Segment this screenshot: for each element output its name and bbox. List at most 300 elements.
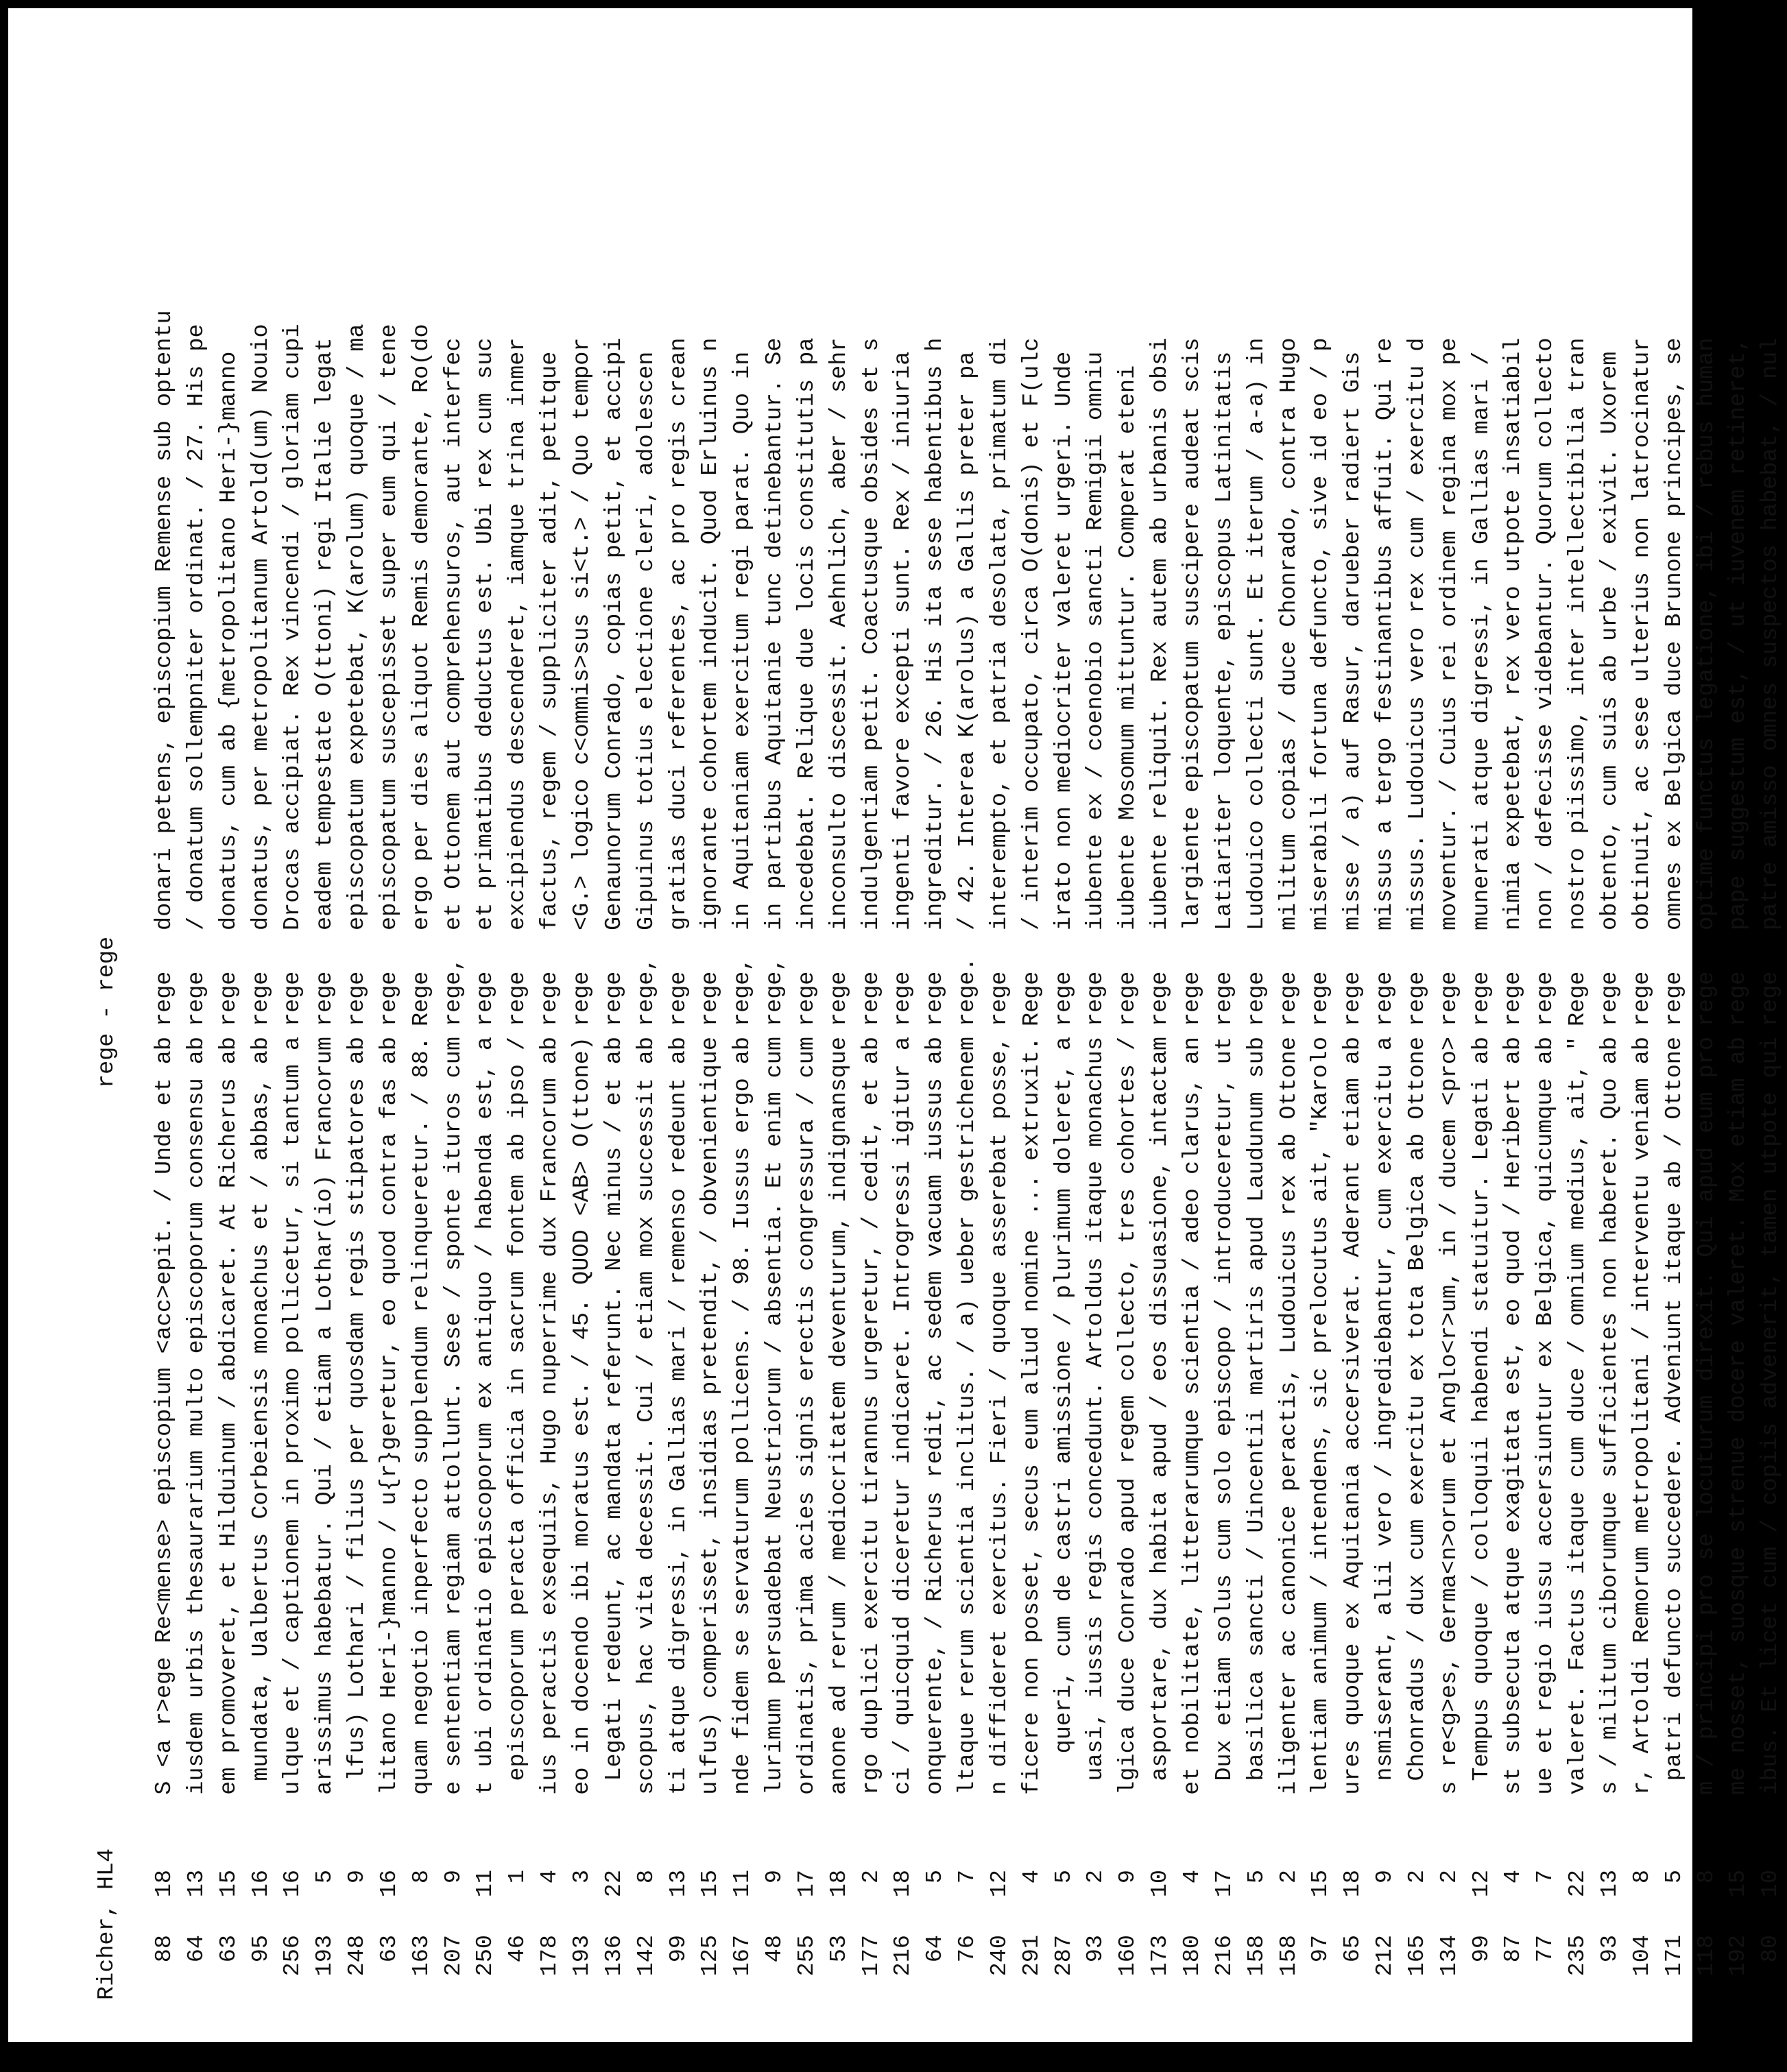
left-context: anone ad rerum / mediocritatem deventurum, indignansque [826,1037,852,1795]
concordance-row [1080,25,1112,2000]
concordance-row [1723,25,1755,2000]
keyword: rege [1051,971,1077,1026]
concordance-row [1594,25,1627,2000]
left-context: ulfus) comperisset, insidias pretendit, / obvenientique [697,1037,724,1795]
left-context: ulque et / captionem in proximo pollicetur, si tantum a [280,1037,307,1795]
scanned-page [8,8,1784,2042]
right-context: largiente episcopatum suscipere audeat scis [1179,337,1206,930]
keyword: rege [1308,971,1334,1026]
left-context: s re<g>es, Germa<n>orum et Anglo<r>um, in / ducem <pro> [1436,1037,1463,1795]
row-line-number: 13 [183,1870,210,1898]
concordance-lines [149,25,1787,2000]
row-page-number: 216 [890,1935,917,1977]
left-context: ltaque rerum scientia inclitus. / a) ueber gestrichenem [955,1037,981,1795]
row-line-number: 18 [890,1870,917,1898]
row-page-number: 88 [152,1935,178,1963]
keyword: rege, [440,957,467,1026]
left-context: asportare, dux habita apud / eos dissuasione, intactam [1147,1037,1174,1781]
row-line-number: 2 [1083,1870,1110,1884]
left-context: lgica duce Conrado apud regem collecto, tres cohortes / [1115,1037,1142,1795]
row-line-number: 1 [505,1870,531,1884]
row-line-number: 2 [858,1870,885,1884]
keyword: rege [183,971,210,1026]
keyword: rege, [633,957,660,1026]
keyword: rege [1275,971,1302,1026]
row-page-number: 142 [633,1935,660,1977]
right-context: incedebat. Relique due locis constitutis pa [793,337,820,930]
left-context: n diffideret exercitus. Fieri / quoque asserebat posse, [986,1037,1013,1795]
right-context: factus, regem / suppliciter adit, petitque [537,351,564,930]
left-context: Legati redeunt, ac mandata referunt. Nec minus / et ab [601,1037,627,1781]
keyword: rege [922,971,949,1026]
row-page-number: 173 [1147,1935,1174,1977]
concordance-row [502,25,534,2000]
concordance-row [1305,25,1337,2000]
right-context: missus a tergo festinantibus affuit. Qui re [1372,337,1399,930]
right-context: donari petens, episcopium Remense sub optentu [152,310,178,930]
keyword: Rege [1565,971,1592,1026]
left-context: uasi, iussis regis concedunt. Artoldus itaque monachus [1083,1037,1110,1781]
concordance-row [856,25,888,2000]
left-context: eo in docendo ibi moratus est. / 45. QUOD <AB> O(ttone) [568,1037,595,1795]
row-line-number: 5 [922,1870,949,1884]
left-context: em promoveret, et Hilduinum / abdicaret. At Richerus ab [215,1037,242,1795]
keyword: rege [472,971,499,1026]
right-context: in partibus Aquitanie tunc detinebantur. Se [762,337,789,930]
row-page-number: 64 [922,1935,949,1963]
keyword: rege, [762,957,789,1026]
left-context: iusdem urbis thesaurarium multo episcoporum consensu ab [183,1037,210,1795]
left-context: e sententiam regiam attollunt. Sese / sponte ituros cum [440,1037,467,1795]
left-context: me nosset, suosque strenue docere valeret. Mox etiam ab [1725,1037,1752,1795]
concordance-row [341,25,374,2000]
right-context: Latiariter loquente, episcopus Latinitatis [1211,351,1238,930]
keyword: rege [890,971,917,1026]
row-page-number: 171 [1661,1935,1688,1977]
left-context: nsmiserant, alii vero / ingrediebantur, cum exercitu a [1372,1037,1399,1781]
right-context: et primatibus deductus est. Ubi rex cum suc [472,337,499,930]
row-line-number: 16 [376,1870,403,1898]
right-context: et Ottonem aut comprehensuros, aut interfec [440,337,467,930]
concordance-row [309,25,341,2000]
right-context: non / defecisse videbantur. Quorum collecto [1533,337,1559,930]
row-page-number: 48 [762,1935,789,1963]
left-context: ibus. Et licet cum / copiis advenerit, tamen utpote qui [1758,1037,1784,1795]
concordance-row [663,25,695,2000]
concordance-row [438,25,470,2000]
concordance-row [1691,25,1723,2000]
concordance-row [149,25,181,2000]
row-line-number: 7 [955,1870,981,1884]
left-context: s / militum ciborumque sufficientes non haberet. Quo ab [1596,1037,1623,1795]
row-page-number: 93 [1596,1935,1623,1963]
row-page-number: 99 [1468,1935,1495,1963]
concordance-row [1177,25,1209,2000]
row-line-number: 2 [1275,1870,1302,1884]
row-page-number: 136 [601,1935,627,1977]
right-context: indulgentiam petit. Coactusque obsides et s [858,337,885,930]
concordance-row [1627,25,1659,2000]
row-page-number: 180 [1179,1935,1206,1977]
keyword: rege [1147,971,1174,1026]
keyword: rege [1372,971,1399,1026]
left-context: r, Artoldi Remorum metropolitani / interventu veniam ab [1629,1037,1655,1795]
left-context: ue et regio iussu accersiuntur ex Belgica, quicumque ab [1533,1037,1559,1795]
row-line-number: 5 [312,1870,339,1884]
row-page-number: 235 [1565,1935,1592,1977]
left-context: ures quoque ex Aquitania accersiverat. Aderant etiam ab [1340,1037,1367,1795]
keyword: rege [826,971,852,1026]
row-line-number: 16 [248,1870,274,1898]
keyword-range: rege - rege [94,936,120,1088]
row-line-number: 5 [1661,1870,1688,1884]
concordance-row [1498,25,1530,2000]
left-context: S <a r>ege Re<mense> episcopium <acc>epit. / Unde et ab [152,1037,178,1795]
keyword: rege [858,971,885,1026]
left-context: rgo duplici exercitu tirannus urgeretur, / cedit, et ab [858,1037,885,1795]
right-context: <G.> logico c<ommis>sus si<t.> / Quo tempor [568,337,595,930]
keyword: rege [793,971,820,1026]
keyword: rege [1758,971,1784,1026]
right-context: ingenti favore excepti sunt. Rex / iniuria [890,351,917,930]
keyword: rege [1179,971,1206,1026]
row-page-number: 287 [1051,1935,1077,1977]
row-line-number: 9 [440,1870,467,1884]
row-page-number: 125 [697,1935,724,1977]
concordance-row [534,25,566,2000]
row-page-number: 256 [280,1935,307,1977]
row-page-number: 77 [1533,1935,1559,1963]
row-page-number: 95 [248,1935,274,1963]
left-context: episcoporum peracta officia in sacrum fontem ab ipso / [505,1037,531,1781]
right-context: militum copias / duce Chonrado, contra Hugo [1275,337,1302,930]
row-page-number: 76 [955,1935,981,1963]
row-line-number: 4 [1179,1870,1206,1884]
left-context: m / principi pro se locuturum direxit. Qui apud eum pro [1693,1037,1720,1795]
row-line-number: 11 [730,1870,756,1898]
row-line-number: 5 [1051,1870,1077,1884]
row-line-number: 7 [1533,1870,1559,1884]
row-page-number: 97 [1308,1935,1334,1963]
keyword: rege [1500,971,1527,1026]
left-context: mundata, Ualbertus Corbeiensis monachus et / abbas, ab [248,1037,274,1781]
page-header [94,39,121,2000]
right-context: inconsulto discessit. Aehnlich, aber / sehr [826,337,852,930]
keyword: rege [601,971,627,1026]
concordance-row [695,25,727,2000]
right-context: munerati atque digressi, in Gallias mari / [1468,351,1495,930]
row-page-number: 80 [1758,1935,1784,1963]
row-page-number: 193 [312,1935,339,1977]
row-line-number: 9 [762,1870,789,1884]
row-page-number: 163 [408,1935,435,1977]
keyword: rege [1693,971,1720,1026]
row-line-number: 2 [1404,1870,1430,1884]
concordance-row [631,25,663,2000]
keyword: rege [152,971,178,1026]
row-line-number: 15 [697,1870,724,1898]
keyword: rege [986,971,1013,1026]
keyword: rege [1725,971,1752,1026]
left-context: Dux etiam solus cum solo episcopo / introduceretur, ut [1211,1037,1238,1781]
row-page-number: 118 [1693,1935,1720,1977]
row-page-number: 53 [826,1935,852,1963]
keyword: rege [312,971,339,1026]
keyword: rege [280,971,307,1026]
row-page-number: 63 [376,1935,403,1963]
row-line-number: 15 [1725,1870,1752,1898]
row-page-number: 158 [1275,1935,1302,1977]
row-line-number: 22 [601,1870,627,1898]
row-page-number: 65 [1340,1935,1367,1963]
left-context: st subsecuta atque exagitata est, eo quod / Heribert ab [1500,1037,1527,1795]
row-page-number: 248 [344,1935,371,1977]
row-page-number: 240 [986,1935,1013,1977]
right-context: obtinuit, ac sese ulterius non latrocinatur [1629,337,1655,930]
row-line-number: 11 [472,1870,499,1898]
right-context: interempto, et patria desolata, primatum di [986,337,1013,930]
concordance-row [1562,25,1594,2000]
keyword: rege [376,971,403,1026]
right-context: ignorante cohortem inducit. Quod Erluinus n [697,337,724,930]
keyword: rege [537,971,564,1026]
row-line-number: 18 [1340,1870,1367,1898]
keyword: rege [344,971,371,1026]
right-context: Genaunorum Conrado, copias petit, et accipi [601,337,627,930]
row-page-number: 160 [1115,1935,1142,1977]
left-context: iligenter ac canonice peractis, Ludouicus rex ab Ottone [1275,1037,1302,1795]
right-context: excipiendus descenderet, iamque trina inmer [505,337,531,930]
concordance-row [727,25,759,2000]
row-line-number: 10 [1758,1870,1784,1898]
left-context: lentiam animum / intendens, sic prelocutus ait, "Karolo [1308,1037,1334,1795]
keyword: rege [1533,971,1559,1026]
row-line-number: 8 [1693,1870,1720,1884]
left-context: Chonradus / dux cum exercitu ex tota Belgica ab Ottone [1404,1037,1430,1781]
concordance-row [566,25,599,2000]
left-context: et nobilitate, litterarumque scientia / adeo clarus, an [1179,1037,1206,1795]
keyword: rege [1436,971,1463,1026]
right-context: Ludouico collecti sunt. Et iterum / a-a) in [1243,337,1270,930]
concordance-page [8,8,1784,2024]
row-page-number: 104 [1629,1935,1655,1977]
row-line-number: 12 [986,1870,1013,1898]
keyword: rege [665,971,692,1026]
row-line-number: 8 [408,1870,435,1884]
left-context: litano Heri-}manno / u{r}geretur, eo quod contra fas ab [376,1037,403,1795]
row-page-number: 291 [1018,1935,1045,1977]
concordance-row [470,25,502,2000]
row-page-number: 46 [505,1935,531,1963]
concordance-row [759,25,791,2000]
row-line-number: 13 [1596,1870,1623,1898]
right-context: episcopatum suscepisset super eum qui / tene [376,324,403,930]
concordance-row [406,25,438,2000]
left-context: ci / quicquid diceretur indicaret. Introgressi igitur a [890,1037,917,1795]
row-line-number: 22 [1565,1870,1592,1898]
right-context: miserabili fortuna defuncto, sive id eo / p [1308,337,1334,930]
concordance-row [1273,25,1306,2000]
right-context: ergo per dies aliquot Remis demorante, Ro(do [408,324,435,930]
right-context: ingreditur. / 26. His ita sese habentibus h [922,337,949,930]
row-page-number: 167 [730,1935,756,1977]
left-context: ti atque digressi, in Gallias mari / remenso redeunt ab [665,1037,692,1795]
row-line-number: 4 [1018,1870,1045,1884]
right-context: misse / a) auf Rasur, darueber radiert Gis [1340,351,1367,930]
concordance-row [181,25,213,2000]
left-context: t ubi ordinatio episcoporum ex antiquo / habenda est, a [472,1037,499,1795]
row-line-number: 8 [633,1870,660,1884]
left-context: ficere non posset, secus eum aliud nomine ... extruxit. [1018,1037,1045,1795]
keyword: rege [215,971,242,1026]
keyword: rege [1596,971,1623,1026]
left-context: lurimum persuadebat Neustriorum / absentia. Et enim cum [762,1037,789,1795]
concordance-row [1434,25,1466,2000]
right-context: donatus, cum ab {metropolitano Heri-}manno [215,351,242,930]
row-line-number: 17 [1211,1870,1238,1898]
row-line-number: 17 [793,1870,820,1898]
row-page-number: 99 [665,1935,692,1963]
right-context: irato non mediocriter valeret urgeri. Unde [1051,351,1077,930]
row-line-number: 4 [1500,1870,1527,1884]
keyword: rege, [730,957,756,1026]
row-page-number: 165 [1404,1935,1430,1977]
right-context: pape suggestum est, / ut iuvenem retineret, [1725,337,1752,930]
right-context: / donatum sollempniter ordinat. / 27. His pe [183,324,210,930]
concordance-row [984,25,1016,2000]
keyword: rege [1211,971,1238,1026]
keyword: rege [1404,971,1430,1026]
right-context: eadem tempestate O(ttoni) regi Italie legat [312,337,339,930]
row-line-number: 9 [1372,1870,1399,1884]
concordance-row [1016,25,1048,2000]
right-context: / interim occupato, circa O(donis) et F(ulc [1018,337,1045,930]
right-context: iubente Mosomum mittuntur. Comperat eteni [1115,365,1142,930]
row-page-number: 63 [215,1935,242,1963]
row-line-number: 18 [152,1870,178,1898]
row-line-number: 16 [280,1870,307,1898]
row-page-number: 193 [568,1935,595,1977]
right-context: iubente ex / coenobio sancti Remigii omniu [1083,351,1110,930]
row-page-number: 178 [537,1935,564,1977]
concordance-row [1112,25,1144,2000]
right-context: nostro piissimo, inter intellectibilia tran [1565,337,1592,930]
row-page-number: 87 [1500,1935,1527,1963]
concordance-row [1369,25,1402,2000]
row-line-number: 15 [215,1870,242,1898]
row-line-number: 9 [344,1870,371,1884]
left-context: ius peractis exsequiis, Hugo nuperrime dux Francorum ab [537,1037,564,1795]
row-page-number: 177 [858,1935,885,1977]
keyword: rege. [955,957,981,1026]
keyword: rege [697,971,724,1026]
right-context: donatus, per metropolitanum Artold(um) Nouio [248,324,274,930]
right-context: / 42. Interea K(arolus) a Gallis preter pa [955,351,981,930]
left-context: lfus) Lothari / filius per quosdam regis stipatores ab [344,1037,371,1781]
right-context: Drocas accipiat. Rex vincendi / gloriam cupi [280,324,307,930]
left-context: valeret. Factus itaque cum duce / omnium medius, ait, " [1565,1037,1592,1795]
keyword: rege [1243,971,1270,1026]
left-context: scopus, hac vita decessit. Cui / etiam mox successit ab [633,1037,660,1795]
keyword: Rege [408,971,435,1026]
concordance-row [1048,25,1081,2000]
concordance-row [1209,25,1241,2000]
keyword: rege [1115,971,1142,1026]
concordance-row [952,25,984,2000]
row-line-number: 15 [1308,1870,1334,1898]
concordance-row [1337,25,1369,2000]
row-page-number: 134 [1436,1935,1463,1977]
keyword: rege [1468,971,1495,1026]
right-context: omnes ex Belgica duce Brunone principes, se [1661,337,1688,930]
right-context: optime functus legatione, ibi / rebus human [1693,337,1720,930]
row-line-number: 10 [1147,1870,1174,1898]
right-context: Gipuinus totius electione cleri, adolescen [633,351,660,930]
keyword: rege [1340,971,1367,1026]
row-line-number: 2 [1436,1870,1463,1884]
concordance-row [245,25,278,2000]
row-line-number: 9 [1115,1870,1142,1884]
author-label: Richer, HL4 [94,1848,120,2000]
keyword: Rege [1018,971,1045,1026]
left-context: queri, cum de castri amissione / plurimum doleret, a [1051,1037,1077,1754]
right-context: nimia expetebat, rex vero utpote insatiabil [1500,337,1527,930]
row-line-number: 12 [1468,1870,1495,1898]
row-page-number: 255 [793,1935,820,1977]
row-page-number: 207 [440,1935,467,1977]
row-page-number: 64 [183,1935,210,1963]
concordance-row [1241,25,1273,2000]
keyword: rege [248,971,274,1026]
concordance-row [791,25,824,2000]
concordance-row [599,25,631,2000]
right-context: missus. Ludouicus vero rex cum / exercitu d [1404,337,1430,930]
right-context: in Aquitaniam exercitum regi parat. Quo in [730,351,756,930]
row-line-number: 8 [1629,1870,1655,1884]
right-context: iubente reliquit. Rex autem ab urbanis obsi [1147,337,1174,930]
concordance-row [1755,25,1787,2000]
concordance-row [1144,25,1177,2000]
right-context: patre amisso omnes suspectos habebat, / nul [1758,337,1784,930]
keyword: rege [1661,971,1688,1026]
row-page-number: 93 [1083,1935,1110,1963]
row-page-number: 250 [472,1935,499,1977]
row-page-number: 192 [1725,1935,1752,1977]
concordance-row [1530,25,1562,2000]
concordance-row [1659,25,1691,2000]
left-context: arissimus habebatur. Qui / etiam a Lothar(io) Francorum [312,1037,339,1795]
left-context: onquerente, / Richerus redit, ac sedem vacuam iussus ab [922,1037,949,1795]
concordance-row [1402,25,1434,2000]
concordance-row [887,25,920,2000]
concordance-row [920,25,952,2000]
keyword: rege [505,971,531,1026]
left-context: patri defuncto succedere. Adveniunt itaque ab / Ottone [1661,1037,1688,1781]
right-context: moventur. / Cuius rei ordinem regina mox pe [1436,337,1463,930]
keyword: rege [1629,971,1655,1026]
left-context: Tempus quoque / colloquii habendi statuitur. Legati ab [1468,1037,1495,1781]
row-line-number: 13 [665,1870,692,1898]
right-context: gratias duci referentes, ac pro regis crean [665,337,692,930]
keyword: rege [568,971,595,1026]
row-line-number: 4 [537,1870,564,1884]
concordance-row [277,25,309,2000]
row-page-number: 212 [1372,1935,1399,1977]
concordance-row [824,25,856,2000]
row-line-number: 18 [826,1870,852,1898]
left-context: quam negotio inperfecto supplendum relinqueretur. / 88. [408,1037,435,1795]
keyword: rege [1083,971,1110,1026]
